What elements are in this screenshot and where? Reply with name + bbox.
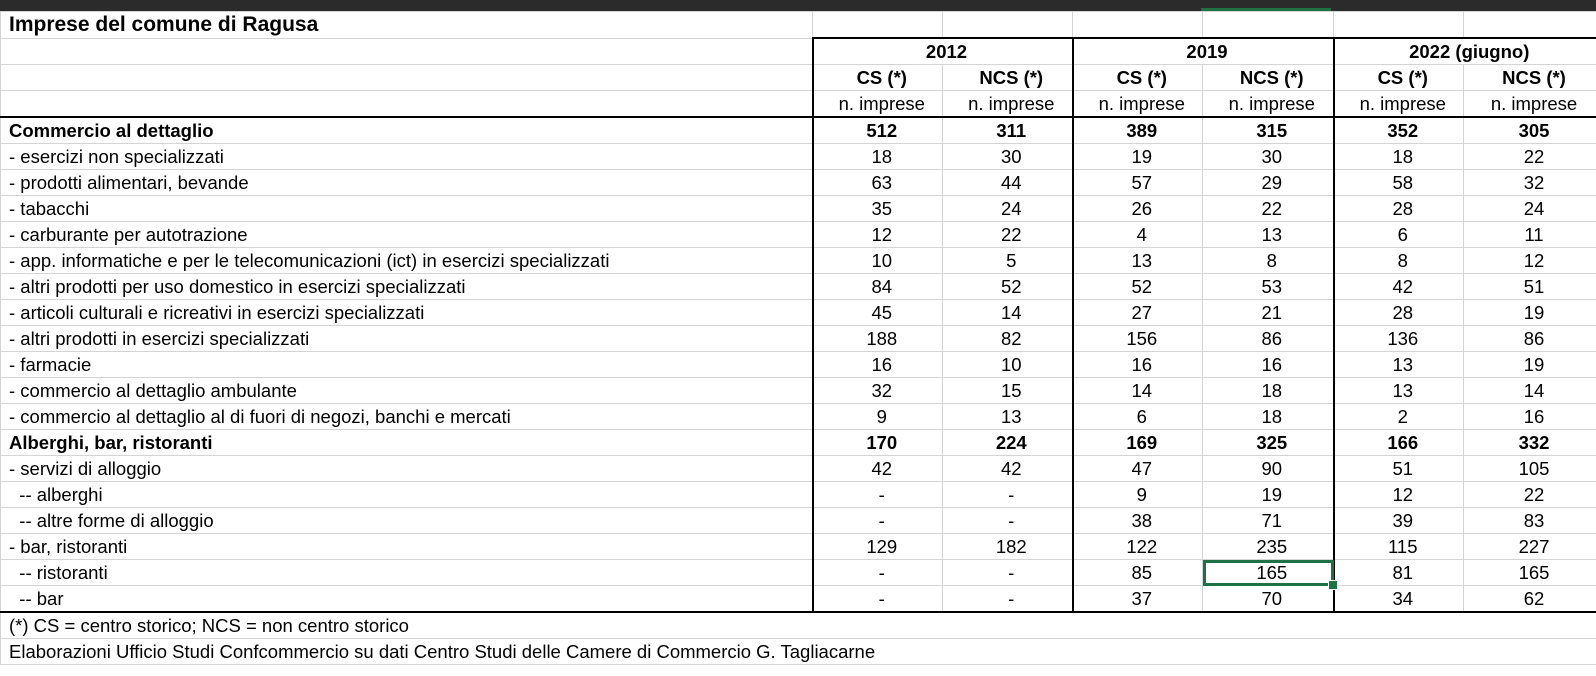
table-row: [1, 482, 1596, 508]
table-row: [1, 586, 1596, 613]
value-cell[interactable]: 8: [1203, 248, 1334, 274]
value-cell[interactable]: 53: [1203, 274, 1334, 300]
value-cell[interactable]: 22: [1203, 196, 1334, 222]
table-row: [1, 144, 1596, 170]
cell[interactable]: [943, 12, 1073, 39]
value-cell[interactable]: 86: [1203, 326, 1334, 352]
value-cell[interactable]: 16: [1073, 352, 1203, 378]
row-label[interactable]: - app. informatiche e per le telecomunicazioni (ict) in esercizi specializzati: [1, 248, 813, 274]
value-cell[interactable]: 315: [1203, 117, 1334, 144]
value-cell[interactable]: 37: [1073, 586, 1203, 613]
value-cell[interactable]: 332: [1464, 430, 1596, 456]
value-cell[interactable]: 5: [943, 248, 1073, 274]
value-cell[interactable]: 24: [943, 196, 1073, 222]
value-cell[interactable]: 18: [813, 144, 943, 170]
value-cell[interactable]: 42: [813, 456, 943, 482]
value-cell[interactable]: 6: [1334, 222, 1464, 248]
cell[interactable]: [1, 38, 813, 65]
table-row: [1, 508, 1596, 534]
table-row: [1, 378, 1596, 404]
row-label[interactable]: - servizi di alloggio: [1, 456, 813, 482]
value-cell[interactable]: 18: [1203, 378, 1334, 404]
table-title[interactable]: Imprese del comune di Ragusa: [1, 12, 813, 39]
value-cell[interactable]: 389: [1073, 117, 1203, 144]
value-cell[interactable]: 81: [1334, 560, 1464, 586]
value-cell[interactable]: 13: [1073, 248, 1203, 274]
value-cell[interactable]: 166: [1334, 430, 1464, 456]
value-cell[interactable]: 42: [1334, 274, 1464, 300]
row-label[interactable]: - articoli culturali e ricreativi in esercizi specializzati: [1, 300, 813, 326]
value-cell[interactable]: 11: [1464, 222, 1596, 248]
row-label[interactable]: - prodotti alimentari, bevande: [1, 170, 813, 196]
value-cell[interactable]: -: [813, 586, 943, 613]
value-cell[interactable]: 19: [1073, 144, 1203, 170]
value-cell[interactable]: 227: [1464, 534, 1596, 560]
value-cell[interactable]: 62: [1464, 586, 1596, 613]
value-cell[interactable]: 51: [1334, 456, 1464, 482]
value-cell[interactable]: 16: [813, 352, 943, 378]
row-label[interactable]: - tabacchi: [1, 196, 813, 222]
row-label[interactable]: - altri prodotti per uso domestico in esercizi specializzati: [1, 274, 813, 300]
table-row: [1, 274, 1596, 300]
value-cell[interactable]: 16: [1464, 404, 1596, 430]
value-cell[interactable]: 39: [1334, 508, 1464, 534]
value-cell[interactable]: 84: [813, 274, 943, 300]
value-cell[interactable]: 90: [1203, 456, 1334, 482]
col-header-ncs-2019[interactable]: NCS (*): [1203, 65, 1334, 91]
row-label[interactable]: -- altre forme di alloggio: [1, 508, 813, 534]
table-row: [1, 430, 1596, 456]
value-cell[interactable]: 51: [1464, 274, 1596, 300]
value-cell[interactable]: 6: [1073, 404, 1203, 430]
unit-label[interactable]: n. imprese: [943, 91, 1073, 118]
value-cell[interactable]: 58: [1334, 170, 1464, 196]
unit-label[interactable]: n. imprese: [1073, 91, 1203, 118]
table-row: [1, 560, 1596, 586]
cell[interactable]: [1203, 12, 1334, 39]
value-cell[interactable]: -: [813, 508, 943, 534]
row-label[interactable]: -- ristoranti: [1, 560, 813, 586]
value-cell[interactable]: 19: [1203, 482, 1334, 508]
row-label[interactable]: Alberghi, bar, ristoranti: [1, 430, 813, 456]
value-cell[interactable]: 122: [1073, 534, 1203, 560]
value-cell[interactable]: 26: [1073, 196, 1203, 222]
cell[interactable]: [1334, 12, 1464, 39]
table-row: [1, 352, 1596, 378]
value-cell[interactable]: 13: [1334, 378, 1464, 404]
row-label[interactable]: -- bar: [1, 586, 813, 613]
value-cell[interactable]: 224: [943, 430, 1073, 456]
value-cell[interactable]: 2: [1334, 404, 1464, 430]
value-cell[interactable]: 44: [943, 170, 1073, 196]
value-cell[interactable]: 10: [813, 248, 943, 274]
value-cell[interactable]: 14: [1073, 378, 1203, 404]
value-cell[interactable]: 22: [1464, 482, 1596, 508]
value-cell[interactable]: 136: [1334, 326, 1464, 352]
footnote[interactable]: (*) CS = centro storico; NCS = non centro storico: [1, 612, 1596, 639]
value-cell[interactable]: 32: [1464, 170, 1596, 196]
value-cell[interactable]: 14: [1464, 378, 1596, 404]
spreadsheet-grid[interactable]: [0, 11, 1596, 665]
value-cell[interactable]: 9: [813, 404, 943, 430]
value-cell[interactable]: 30: [943, 144, 1073, 170]
unit-label[interactable]: n. imprese: [1334, 91, 1464, 118]
value-cell[interactable]: 188: [813, 326, 943, 352]
value-cell[interactable]: 18: [1203, 404, 1334, 430]
value-cell[interactable]: 82: [943, 326, 1073, 352]
row-label[interactable]: - altri prodotti in esercizi specializzati: [1, 326, 813, 352]
source-note[interactable]: Elaborazioni Ufficio Studi Confcommercio su dati Centro Studi delle Camere di Commercio G. Tagliacarne: [1, 639, 1596, 665]
value-cell[interactable]: -: [943, 560, 1073, 586]
value-cell[interactable]: 235: [1203, 534, 1334, 560]
cell[interactable]: [1464, 12, 1596, 39]
value-cell[interactable]: 4: [1073, 222, 1203, 248]
value-cell[interactable]: 28: [1334, 196, 1464, 222]
value-cell[interactable]: 13: [1203, 222, 1334, 248]
value-cell[interactable]: 15: [943, 378, 1073, 404]
value-cell[interactable]: 34: [1334, 586, 1464, 613]
year-header-2019[interactable]: 2019: [1073, 38, 1334, 65]
value-cell[interactable]: 24: [1464, 196, 1596, 222]
unit-label[interactable]: n. imprese: [1203, 91, 1334, 118]
value-cell[interactable]: 52: [943, 274, 1073, 300]
table-row: [1, 170, 1596, 196]
value-cell[interactable]: 12: [1464, 248, 1596, 274]
row-label[interactable]: - farmacie: [1, 352, 813, 378]
value-cell[interactable]: 169: [1073, 430, 1203, 456]
value-cell[interactable]: 42: [943, 456, 1073, 482]
cell[interactable]: [1073, 12, 1203, 39]
table-row: [1, 326, 1596, 352]
table-row: [1, 117, 1596, 144]
value-cell[interactable]: 22: [943, 222, 1073, 248]
table-row: [1, 196, 1596, 222]
col-header-cs-2019[interactable]: CS (*): [1073, 65, 1203, 91]
value-cell[interactable]: 165: [1464, 560, 1596, 586]
row-label[interactable]: - commercio al dettaglio al di fuori di negozi, banchi e mercati: [1, 404, 813, 430]
value-cell[interactable]: 21: [1203, 300, 1334, 326]
value-cell[interactable]: 22: [1464, 144, 1596, 170]
value-cell[interactable]: -: [943, 482, 1073, 508]
table-row: [1, 534, 1596, 560]
value-cell[interactable]: 14: [943, 300, 1073, 326]
table-row: [1, 248, 1596, 274]
year-header-2022[interactable]: 2022 (giugno): [1334, 38, 1596, 65]
value-cell[interactable]: 83: [1464, 508, 1596, 534]
value-cell[interactable]: 71: [1203, 508, 1334, 534]
value-cell[interactable]: 12: [1334, 482, 1464, 508]
value-cell[interactable]: 13: [943, 404, 1073, 430]
value-cell[interactable]: 352: [1334, 117, 1464, 144]
column-header-strip: [0, 0, 1596, 11]
value-cell[interactable]: 70: [1203, 586, 1334, 613]
value-cell[interactable]: 129: [813, 534, 943, 560]
active-cell-value: 165: [1256, 562, 1288, 583]
value-cell[interactable]: 19: [1464, 300, 1596, 326]
data-table: [0, 11, 1596, 665]
value-cell[interactable]: 57: [1073, 170, 1203, 196]
value-cell[interactable]: 182: [943, 534, 1073, 560]
value-cell[interactable]: 325: [1203, 430, 1334, 456]
value-cell[interactable]: 29: [1203, 170, 1334, 196]
value-cell[interactable]: 305: [1464, 117, 1596, 144]
value-cell[interactable]: 47: [1073, 456, 1203, 482]
row-label[interactable]: -- alberghi: [1, 482, 813, 508]
row-label[interactable]: Commercio al dettaglio: [1, 117, 813, 144]
value-cell[interactable]: 105: [1464, 456, 1596, 482]
table-row: [1, 456, 1596, 482]
row-label[interactable]: - esercizi non specializzati: [1, 144, 813, 170]
row-label[interactable]: - carburante per autotrazione: [1, 222, 813, 248]
value-cell[interactable]: 30: [1203, 144, 1334, 170]
table-row: [1, 222, 1596, 248]
col-header-ncs-2022[interactable]: NCS (*): [1464, 65, 1596, 91]
row-label[interactable]: - bar, ristoranti: [1, 534, 813, 560]
cell[interactable]: [1, 91, 813, 118]
value-cell[interactable]: -: [943, 508, 1073, 534]
value-cell[interactable]: -: [813, 560, 943, 586]
value-cell[interactable]: 9: [1073, 482, 1203, 508]
col-header-cs-2012[interactable]: CS (*): [813, 65, 943, 91]
year-header-2012[interactable]: 2012: [813, 38, 1073, 65]
cell[interactable]: [813, 12, 943, 39]
unit-label[interactable]: n. imprese: [1464, 91, 1596, 118]
value-cell[interactable]: 115: [1334, 534, 1464, 560]
value-cell[interactable]: 156: [1073, 326, 1203, 352]
value-cell[interactable]: -: [943, 586, 1073, 613]
value-cell[interactable]: 35: [813, 196, 943, 222]
fill-handle[interactable]: [1328, 580, 1338, 590]
value-cell[interactable]: 18: [1334, 144, 1464, 170]
value-cell[interactable]: 63: [813, 170, 943, 196]
value-cell[interactable]: 38: [1073, 508, 1203, 534]
value-cell[interactable]: 45: [813, 300, 943, 326]
cell[interactable]: [1, 65, 813, 91]
value-cell[interactable]: 27: [1073, 300, 1203, 326]
value-cell[interactable]: 170: [813, 430, 943, 456]
value-cell[interactable]: 12: [813, 222, 943, 248]
value-cell[interactable]: 32: [813, 378, 943, 404]
value-cell[interactable]: 28: [1334, 300, 1464, 326]
value-cell[interactable]: 512: [813, 117, 943, 144]
col-header-ncs-2012[interactable]: NCS (*): [943, 65, 1073, 91]
value-cell[interactable]: 52: [1073, 274, 1203, 300]
active-cell[interactable]: [1203, 560, 1334, 586]
value-cell[interactable]: -: [813, 482, 943, 508]
table-row: [1, 404, 1596, 430]
col-header-cs-2022[interactable]: CS (*): [1334, 65, 1464, 91]
table-row: [1, 300, 1596, 326]
value-cell[interactable]: 16: [1203, 352, 1334, 378]
value-cell[interactable]: 86: [1464, 326, 1596, 352]
value-cell[interactable]: 10: [943, 352, 1073, 378]
value-cell[interactable]: 85: [1073, 560, 1203, 586]
value-cell[interactable]: 311: [943, 117, 1073, 144]
unit-label[interactable]: n. imprese: [813, 91, 943, 118]
value-cell[interactable]: 13: [1334, 352, 1464, 378]
value-cell[interactable]: 19: [1464, 352, 1596, 378]
row-label[interactable]: - commercio al dettaglio ambulante: [1, 378, 813, 404]
value-cell[interactable]: 8: [1334, 248, 1464, 274]
